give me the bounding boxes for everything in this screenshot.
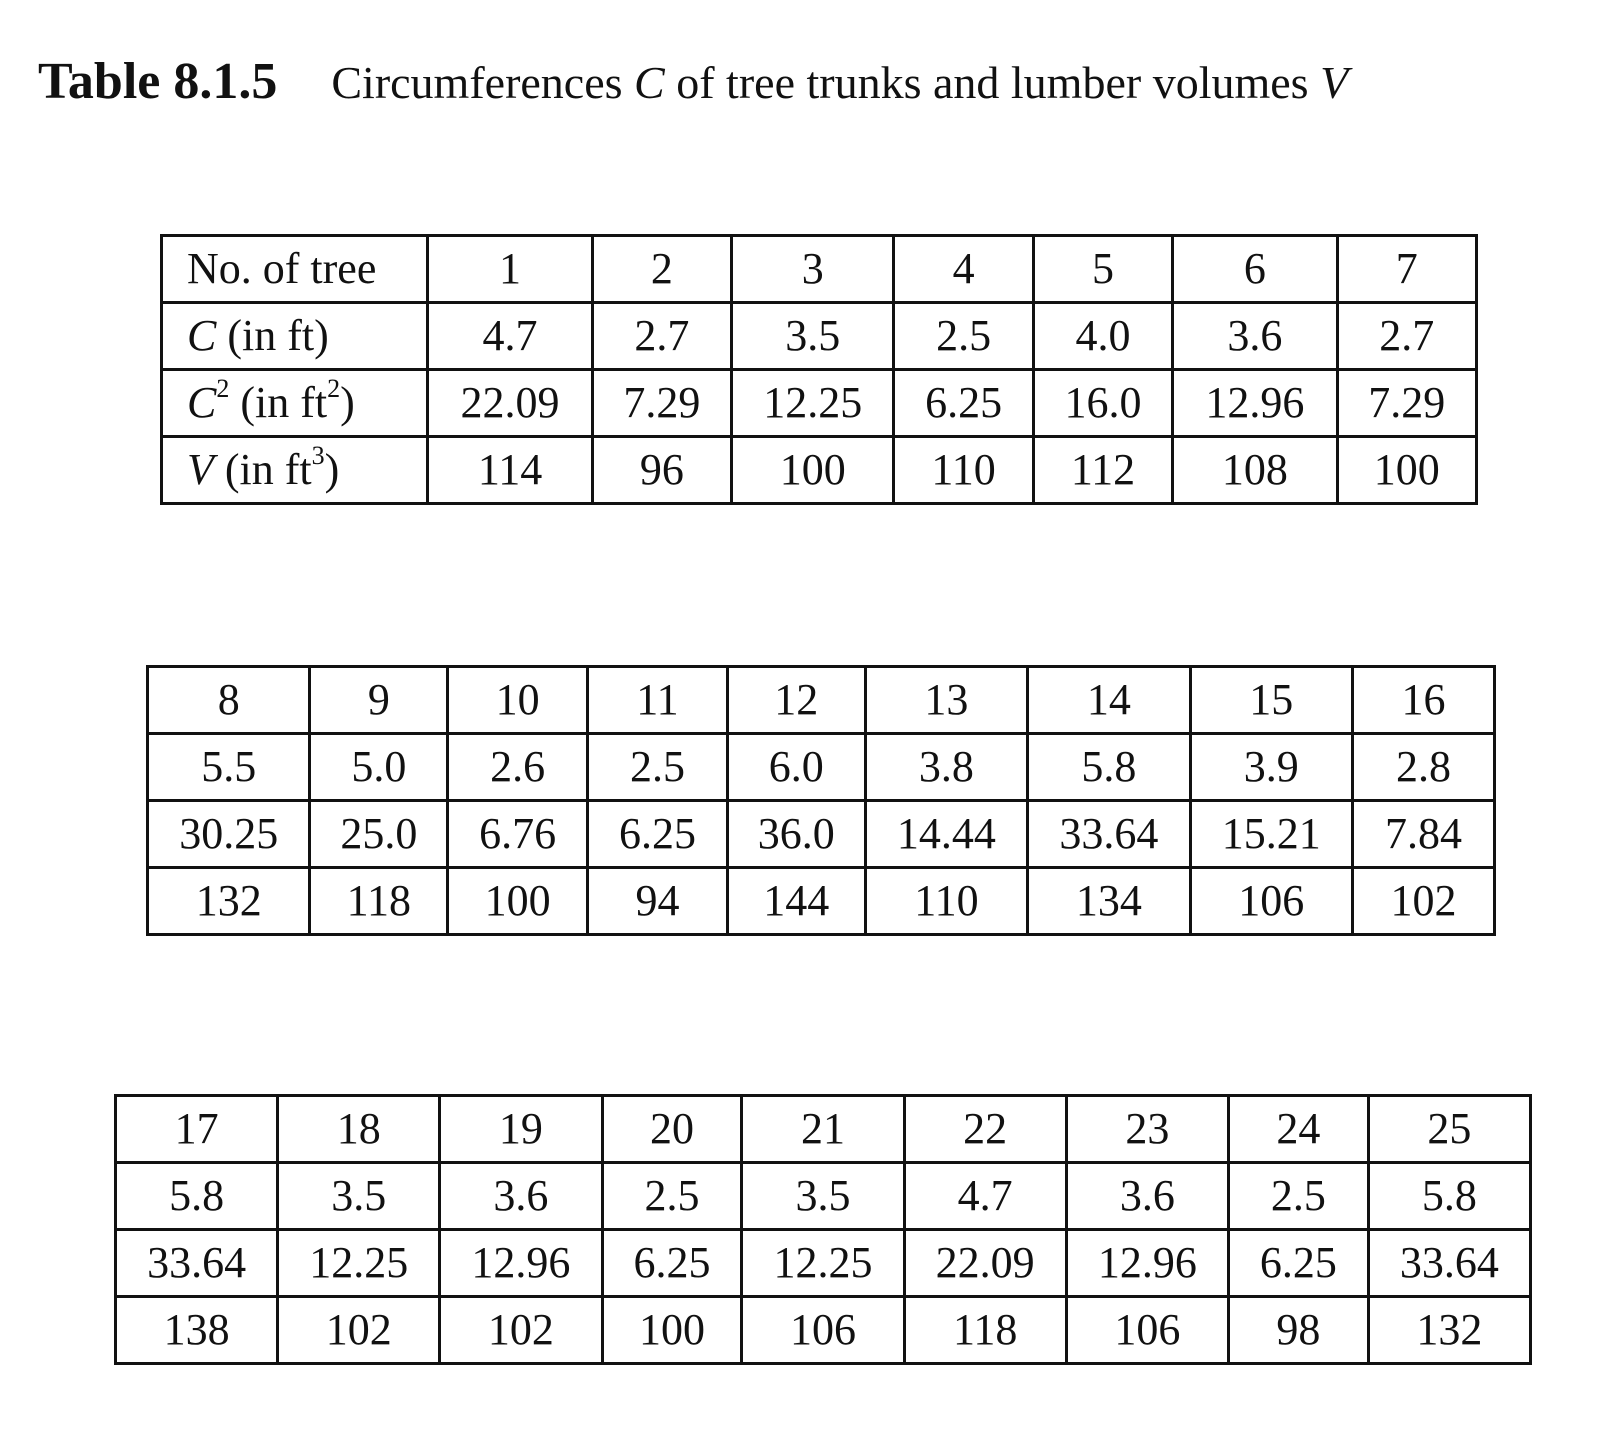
- cell-v: 98: [1228, 1297, 1368, 1364]
- cell-tree: 16: [1353, 667, 1495, 734]
- cell-c: 4.7: [904, 1163, 1066, 1230]
- cell-c: 3.6: [440, 1163, 602, 1230]
- table-number: Table 8.1.5: [38, 53, 278, 110]
- cell-tree: 14: [1028, 667, 1190, 734]
- cell-tree: 18: [278, 1096, 440, 1163]
- cell-tree: 10: [448, 667, 588, 734]
- cell-v: 132: [1368, 1297, 1530, 1364]
- cell-tree: 15: [1190, 667, 1352, 734]
- cell-tree: 3: [732, 236, 894, 303]
- cell-c2: 12.25: [742, 1230, 904, 1297]
- table-row-tree-number: [162, 236, 1477, 303]
- cell-c2: 30.25: [148, 801, 310, 868]
- cell-tree: 2: [592, 236, 731, 303]
- cell-c2: 6.25: [602, 1230, 742, 1297]
- cell-tree: 21: [742, 1096, 904, 1163]
- cell-v: 118: [310, 868, 448, 935]
- cell-c2: 6.25: [894, 370, 1033, 437]
- cell-c2: 22.09: [428, 370, 592, 437]
- cell-v: 114: [428, 437, 592, 504]
- cell-v: 106: [1066, 1297, 1228, 1364]
- cell-c: 3.5: [742, 1163, 904, 1230]
- cell-tree: 6: [1173, 236, 1337, 303]
- cell-c2: 12.96: [440, 1230, 602, 1297]
- cell-c: 3.5: [732, 303, 894, 370]
- cell-c: 3.6: [1066, 1163, 1228, 1230]
- row-label-c: C (in ft): [162, 303, 428, 370]
- cell-c2: 15.21: [1190, 801, 1352, 868]
- cell-v: 132: [148, 868, 310, 935]
- cell-c: 3.8: [865, 734, 1027, 801]
- row-label-v: V (in $ft^3$): [162, 437, 428, 504]
- cell-c: 2.8: [1353, 734, 1495, 801]
- cell-tree: 7: [1337, 236, 1476, 303]
- cell-c2: 33.64: [1368, 1230, 1530, 1297]
- table-row-circumference-squared: [116, 1230, 1531, 1297]
- cell-v: 138: [116, 1297, 278, 1364]
- cell-c: 5.8: [1368, 1163, 1530, 1230]
- cell-c2: 12.96: [1066, 1230, 1228, 1297]
- cell-v: 110: [865, 868, 1027, 935]
- cell-c: 2.7: [1337, 303, 1476, 370]
- cell-c: 3.6: [1173, 303, 1337, 370]
- cell-c2: 7.84: [1353, 801, 1495, 868]
- cell-c2: 22.09: [904, 1230, 1066, 1297]
- cell-c2: 12.96: [1173, 370, 1337, 437]
- table-row-circumference: [116, 1163, 1531, 1230]
- cell-v: 144: [727, 868, 865, 935]
- cell-tree: 19: [440, 1096, 602, 1163]
- cell-c2: 6.76: [448, 801, 588, 868]
- cell-c2: 6.25: [588, 801, 728, 868]
- cell-c2: 25.0: [310, 801, 448, 868]
- cell-v: 118: [904, 1297, 1066, 1364]
- cell-tree: 24: [1228, 1096, 1368, 1163]
- row-label-tree: No. of tree: [162, 236, 428, 303]
- data-table-3: [114, 1094, 1532, 1365]
- cell-v: 94: [588, 868, 728, 935]
- cell-c: 2.5: [1228, 1163, 1368, 1230]
- cell-tree: 23: [1066, 1096, 1228, 1163]
- row-label-c2: $C^2$ (in $ft^2$): [162, 370, 428, 437]
- cell-v: 102: [1353, 868, 1495, 935]
- table-caption: Circumferences C of tree trunks and lumber volumes V: [331, 57, 1349, 108]
- cell-c: 2.5: [588, 734, 728, 801]
- cell-c: 3.9: [1190, 734, 1352, 801]
- cell-v: 100: [602, 1297, 742, 1364]
- cell-c: 3.5: [278, 1163, 440, 1230]
- cell-v: 102: [278, 1297, 440, 1364]
- cell-c: 4.0: [1033, 303, 1172, 370]
- table-title: [38, 52, 1348, 113]
- table-row-volume: [116, 1297, 1531, 1364]
- cell-c2: 14.44: [865, 801, 1027, 868]
- data-table-2: [146, 665, 1496, 936]
- cell-tree: 20: [602, 1096, 742, 1163]
- cell-v: 100: [732, 437, 894, 504]
- table-row-volume: [148, 868, 1495, 935]
- cell-v: 106: [742, 1297, 904, 1364]
- cell-v: 108: [1173, 437, 1337, 504]
- cell-c: 6.0: [727, 734, 865, 801]
- table-row-circumference: [148, 734, 1495, 801]
- cell-v: 134: [1028, 868, 1190, 935]
- cell-c: 5.8: [1028, 734, 1190, 801]
- cell-v: 100: [1337, 437, 1476, 504]
- table-row-circumference: [162, 303, 1477, 370]
- cell-c2: 6.25: [1228, 1230, 1368, 1297]
- table-row-tree-number: [116, 1096, 1531, 1163]
- cell-c: 2.7: [592, 303, 731, 370]
- cell-c: 4.7: [428, 303, 592, 370]
- cell-tree: 25: [1368, 1096, 1530, 1163]
- table-row-circumference-squared: [148, 801, 1495, 868]
- cell-tree: 9: [310, 667, 448, 734]
- cell-c2: 12.25: [278, 1230, 440, 1297]
- cell-tree: 12: [727, 667, 865, 734]
- cell-c: 2.5: [894, 303, 1033, 370]
- cell-c: 5.8: [116, 1163, 278, 1230]
- cell-c: 2.5: [602, 1163, 742, 1230]
- cell-v: 102: [440, 1297, 602, 1364]
- cell-v: 112: [1033, 437, 1172, 504]
- cell-c2: 7.29: [1337, 370, 1476, 437]
- cell-tree: 22: [904, 1096, 1066, 1163]
- cell-c: 5.0: [310, 734, 448, 801]
- cell-tree: 5: [1033, 236, 1172, 303]
- cell-c2: 33.64: [116, 1230, 278, 1297]
- cell-v: 110: [894, 437, 1033, 504]
- cell-tree: 1: [428, 236, 592, 303]
- cell-tree: 8: [148, 667, 310, 734]
- cell-tree: 13: [865, 667, 1027, 734]
- cell-c2: 12.25: [732, 370, 894, 437]
- table-row-tree-number: [148, 667, 1495, 734]
- cell-c2: 16.0: [1033, 370, 1172, 437]
- cell-tree: 11: [588, 667, 728, 734]
- cell-tree: 4: [894, 236, 1033, 303]
- cell-v: 100: [448, 868, 588, 935]
- table-row-circumference-squared: [162, 370, 1477, 437]
- cell-c2: 7.29: [592, 370, 731, 437]
- cell-c2: 36.0: [727, 801, 865, 868]
- cell-v: 106: [1190, 868, 1352, 935]
- cell-tree: 17: [116, 1096, 278, 1163]
- table-row-volume: [162, 437, 1477, 504]
- data-table-1: [160, 234, 1478, 505]
- cell-c: 5.5: [148, 734, 310, 801]
- cell-c2: 33.64: [1028, 801, 1190, 868]
- cell-c: 2.6: [448, 734, 588, 801]
- cell-v: 96: [592, 437, 731, 504]
